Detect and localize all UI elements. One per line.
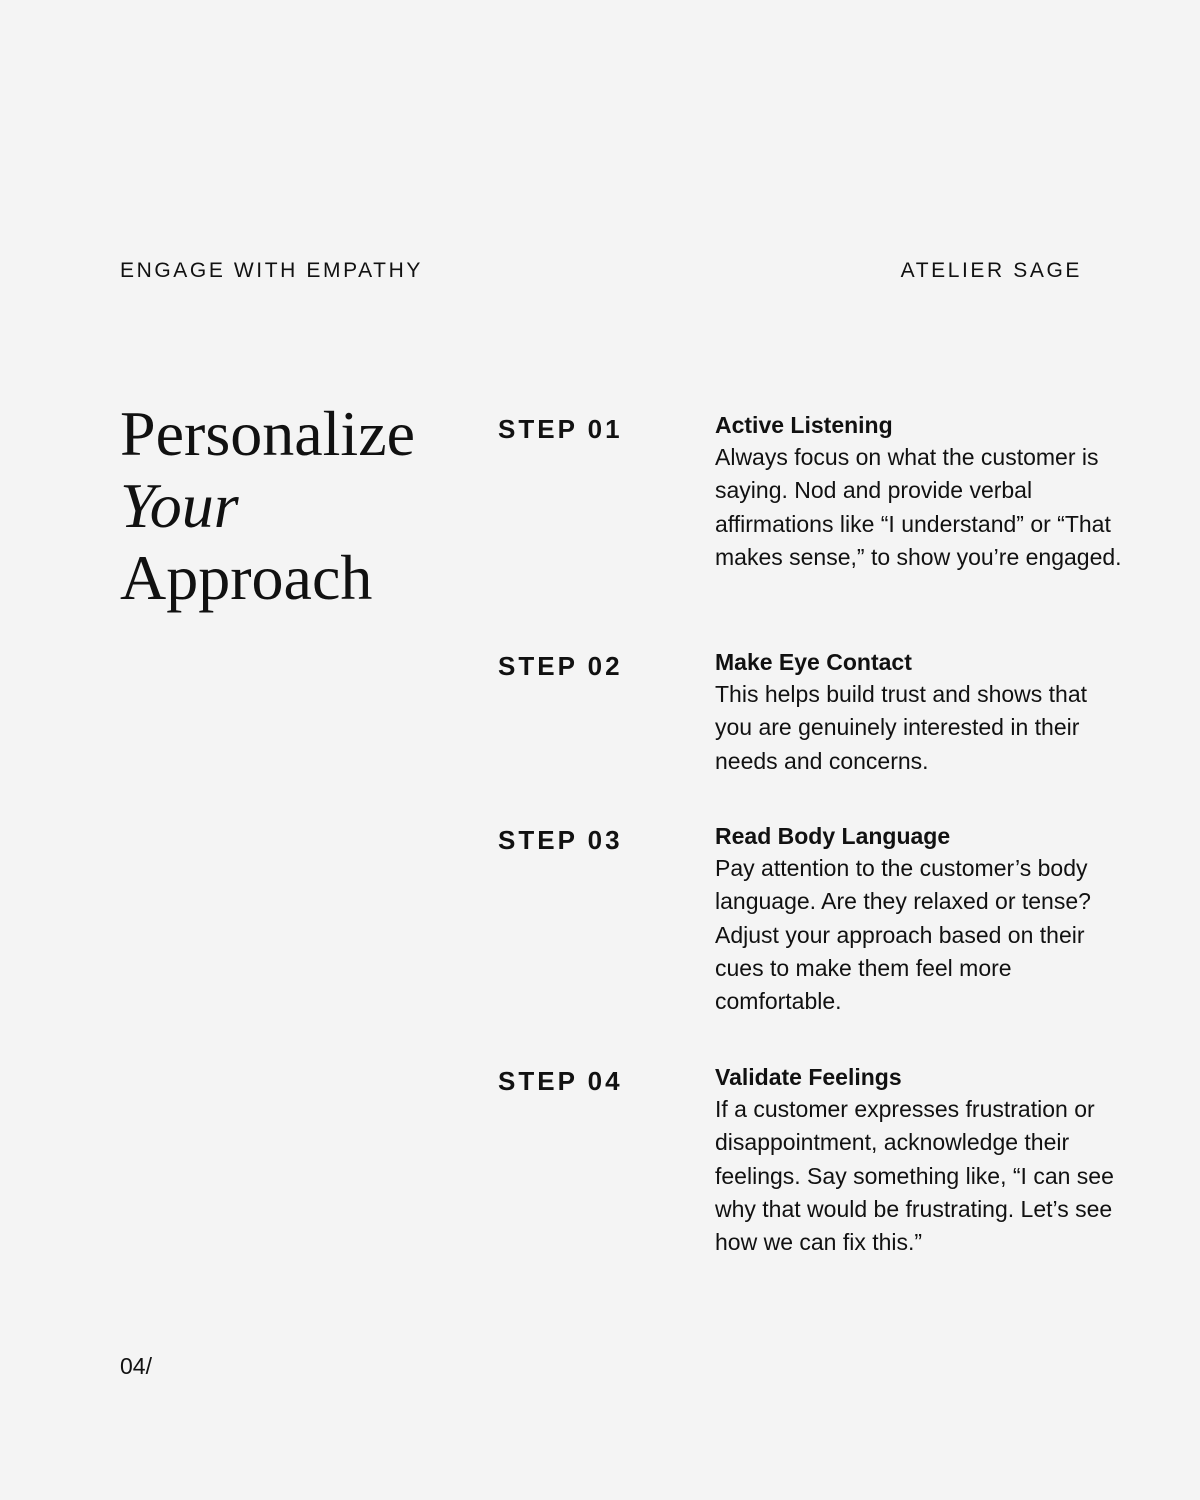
page-title (120, 398, 415, 614)
step-heading: Validate Feelings (715, 1064, 902, 1090)
step-heading: Make Eye Contact (715, 649, 912, 675)
step-heading: Active Listening (715, 412, 893, 438)
step-heading: Read Body Language (715, 823, 951, 849)
step-label: STEP 01 (498, 414, 623, 444)
step-label: STEP 02 (498, 651, 623, 681)
step-description: Always focus on what the customer is saying. Nod and provide verbal affirmations like “I understand” or “That makes sense,” to show you’re engaged. (715, 444, 1122, 570)
step-content (715, 1062, 1127, 1259)
step-description: This helps build trust and shows that you are genuinely interested in their needs and concerns. (715, 681, 1088, 774)
step-content (715, 410, 1127, 574)
header-brand-name: ATELIER SAGE (900, 259, 1082, 282)
header-section-label: ENGAGE WITH EMPATHY (120, 259, 423, 282)
page-title-line-2: Your (120, 470, 239, 541)
page-title-line-3: Approach (120, 542, 373, 613)
step-description: If a customer expresses frustration or disappointment, acknowledge their feelings. Say something like, “I can see why that would be frustrating. Let’s see how we can fix this.” (715, 1096, 1114, 1256)
page-number: 04/ (120, 1353, 152, 1379)
step-content (715, 821, 1127, 1018)
step-content (715, 647, 1127, 778)
page-title-line-1: Personalize (120, 398, 415, 469)
step-label: STEP 04 (498, 1066, 623, 1096)
step-description: Pay attention to the customer’s body language. Are they relaxed or tense? Adjust your approach based on their cues to make them feel more comfortable. (715, 855, 1091, 1015)
step-label: STEP 03 (498, 825, 623, 855)
